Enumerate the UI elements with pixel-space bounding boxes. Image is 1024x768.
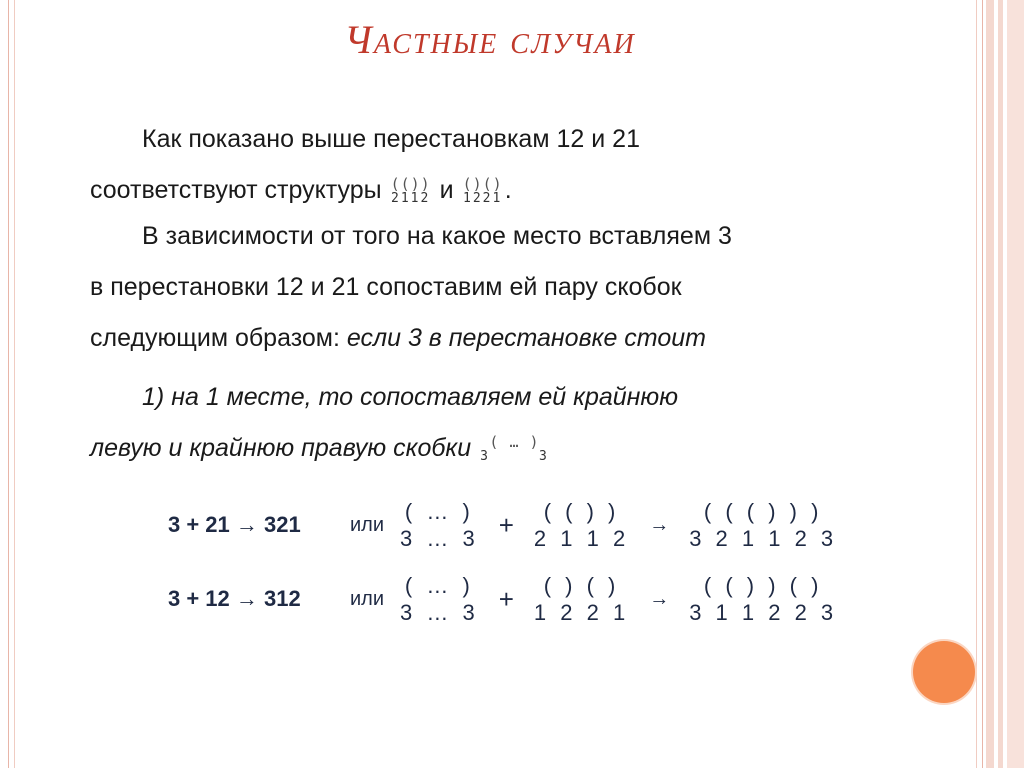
word: ей bbox=[509, 273, 538, 301]
arrow-icon: → bbox=[649, 587, 670, 610]
stack-brackets: ( ( ( ) ) ) bbox=[703, 499, 823, 524]
text: соответствуют структуры bbox=[90, 176, 382, 204]
stack-brackets: ( ) ( ) bbox=[543, 573, 620, 598]
stack-brackets: ( … ) bbox=[404, 573, 474, 598]
italic-text: если 3 в перестановке стоит bbox=[346, 324, 706, 352]
word: месте, bbox=[226, 383, 312, 411]
word: 21 bbox=[612, 125, 640, 153]
formula-lhs: 3 + 21 → 321 bbox=[168, 512, 301, 537]
word: перестановкам bbox=[373, 125, 550, 153]
stack-result-structure bbox=[689, 572, 837, 626]
word: перестановки bbox=[110, 273, 269, 301]
text: левую и крайнюю правую скобки bbox=[90, 434, 472, 462]
stack-base-structure bbox=[534, 572, 629, 626]
p1-line-1 bbox=[90, 114, 874, 165]
word: 21 bbox=[331, 273, 360, 301]
word: скобок bbox=[604, 273, 682, 301]
text: и bbox=[439, 176, 454, 204]
plus-sign: + bbox=[498, 509, 514, 540]
word: показано bbox=[188, 125, 294, 153]
word: в bbox=[90, 273, 104, 301]
p3-line-2 bbox=[90, 423, 874, 474]
stack-outer-pair bbox=[400, 498, 479, 552]
stack-numbers: 3 1 1 2 2 3 bbox=[689, 600, 838, 625]
word: Как bbox=[142, 125, 182, 153]
word: сопоставляем bbox=[359, 383, 532, 411]
plus-sign: + bbox=[498, 583, 514, 614]
stack-result-structure bbox=[689, 498, 837, 552]
word: пару bbox=[544, 273, 598, 301]
stack-brackets: ( … ) bbox=[404, 499, 474, 524]
arrow-icon: → bbox=[649, 513, 670, 536]
word: на bbox=[171, 383, 199, 411]
word: то bbox=[318, 383, 354, 411]
stack-numbers: 3 … 3 bbox=[400, 526, 479, 551]
stack-brackets: ( ( ) ) ( ) bbox=[703, 573, 823, 598]
stack-numbers: 1 2 2 1 bbox=[533, 600, 630, 625]
right-stripe-3 bbox=[1007, 0, 1024, 768]
word: и bbox=[591, 125, 606, 153]
p2-line-1: В зависимости от того на какое место вставляем 3 bbox=[142, 222, 732, 250]
structure-brackets: ( … ) bbox=[489, 433, 540, 452]
right-stripe-1 bbox=[986, 0, 994, 768]
structure-numbers: 1221 bbox=[463, 191, 503, 207]
stack-numbers: 2 1 1 2 bbox=[533, 526, 630, 551]
bracket-structure-3-3 bbox=[480, 435, 549, 463]
formula-or: или bbox=[350, 513, 385, 536]
stack-brackets: ( ( ) ) bbox=[543, 499, 620, 524]
formula-lhs: 3 + 12 → 312 bbox=[168, 586, 301, 611]
structure-numbers: 3 3 bbox=[480, 449, 549, 465]
formula-row-2 bbox=[168, 564, 837, 634]
text: . bbox=[504, 176, 512, 204]
stack-outer-pair bbox=[400, 572, 479, 626]
p3-line-1 bbox=[90, 372, 874, 423]
word: 12 bbox=[275, 273, 304, 301]
p2-line-2 bbox=[90, 262, 874, 313]
formula-or: или bbox=[350, 587, 385, 610]
accent-circle bbox=[913, 641, 975, 703]
structure-brackets: (()) bbox=[390, 175, 431, 194]
bracket-structure-2112 bbox=[391, 177, 431, 205]
word: 1 bbox=[205, 383, 220, 411]
right-stripe-2 bbox=[998, 0, 1003, 768]
stack-numbers: 3 … 3 bbox=[400, 600, 479, 625]
paragraph-2 bbox=[90, 211, 874, 364]
bracket-structure-1221 bbox=[463, 177, 503, 205]
p1-line-2 bbox=[90, 165, 874, 216]
stack-base-structure bbox=[534, 498, 629, 552]
word: ей bbox=[538, 383, 567, 411]
stack-numbers: 3 2 1 1 2 3 bbox=[689, 526, 838, 551]
word: крайнюю bbox=[573, 383, 679, 411]
text: следующим образом: bbox=[90, 324, 347, 352]
word: сопоставим bbox=[366, 273, 503, 301]
paragraph-3 bbox=[90, 372, 874, 474]
structure-brackets: ()() bbox=[462, 175, 503, 194]
formula-row-1 bbox=[168, 490, 837, 560]
slide-title: Частные случаи bbox=[344, 17, 636, 62]
word: и bbox=[310, 273, 325, 301]
word: 12 bbox=[556, 125, 585, 153]
p2-line-3 bbox=[90, 313, 874, 364]
paragraph-1 bbox=[90, 114, 874, 216]
structure-numbers: 2112 bbox=[391, 191, 431, 207]
word: выше bbox=[300, 125, 367, 153]
word: 1) bbox=[142, 383, 165, 411]
